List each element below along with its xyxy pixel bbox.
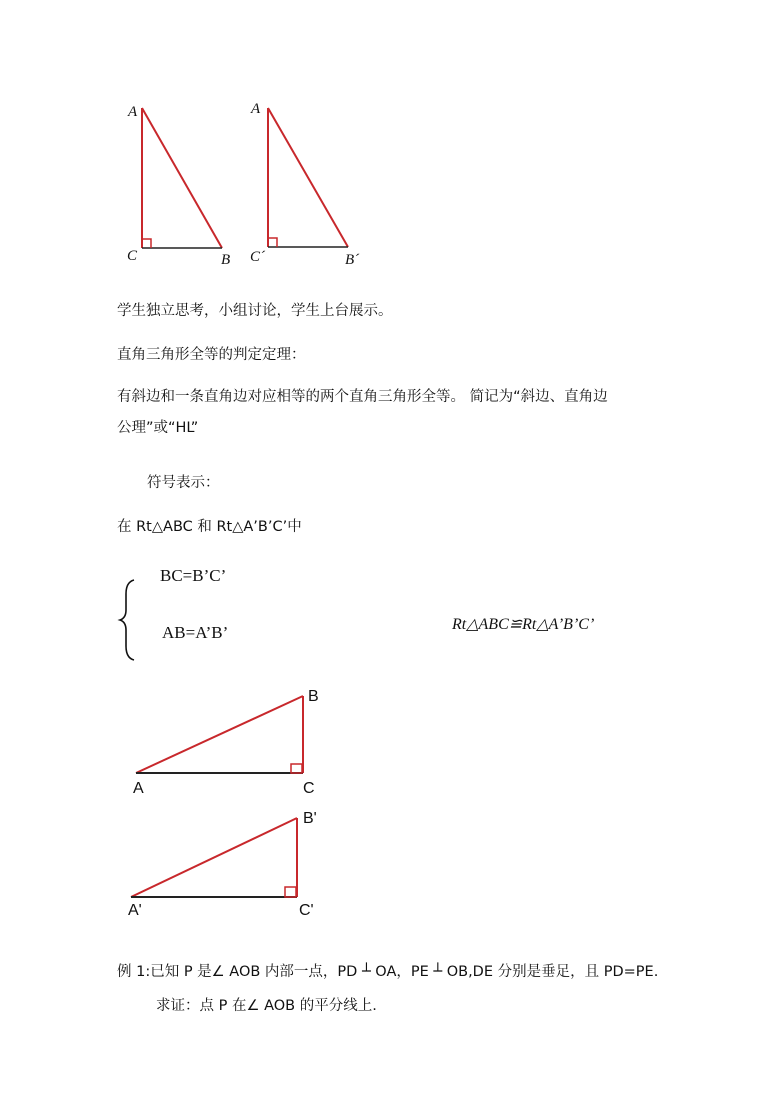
conclusion-congruent: Rt△ABC≌Rt△A’B’C’ [452,616,595,633]
right-angle-mark [285,887,296,897]
label-a: A [128,104,138,120]
label-a-prime: A [251,101,261,117]
paragraph-discussion: 学生独立思考，小组讨论，学生上台展示。 [117,303,393,319]
label-c-lower: C' [299,902,314,919]
right-angle-mark [291,764,302,773]
right-triangle-pair-figure [0,680,780,930]
label-b-lower: B' [303,810,317,827]
label-b-prime: B´ [345,252,360,268]
side-a1b1-h [131,818,297,897]
label-b-upper: B [308,688,319,705]
paragraph-theorem-title: 直角三角形全等的判定定理： [117,347,306,363]
paragraph-theorem-line2: 公理”或“HL” [117,420,199,436]
right-triangle-abc-figure [0,0,780,290]
label-c-upper: C [303,780,315,797]
label-a-upper: A [133,780,144,797]
side-a1b1 [268,108,348,247]
right-angle-mark [268,238,277,247]
condition-ab: AB=A’B’ [162,623,229,642]
label-c-prime: C´ [250,249,265,265]
paragraph-symbol: 符号表示： [147,475,220,491]
paragraph-given: 在 Rt△ABC 和 Rt△A’B’C’中 [117,519,302,535]
right-angle-mark [142,239,151,248]
example-statement: 例 1:已知 P 是∠ AOB 内部一点，PD ┴ OA，PE ┴ OB,DE 分别是垂足，且 PD=PE. [117,964,659,980]
paragraph-theorem-line1: 有斜边和一条直角边对应相等的两个直角三角形全等。 简记为“斜边、直角边 [117,389,608,405]
side-ab [142,108,222,248]
example-prove: 求证：点 P 在∠ AOB 的平分线上. [156,998,377,1014]
label-a-lower: A' [128,902,142,919]
side-ab-h [136,696,303,773]
left-brace [118,578,138,662]
condition-bc: BC=B’C’ [160,566,227,585]
label-c: C [127,248,138,264]
label-b: B [221,252,231,268]
